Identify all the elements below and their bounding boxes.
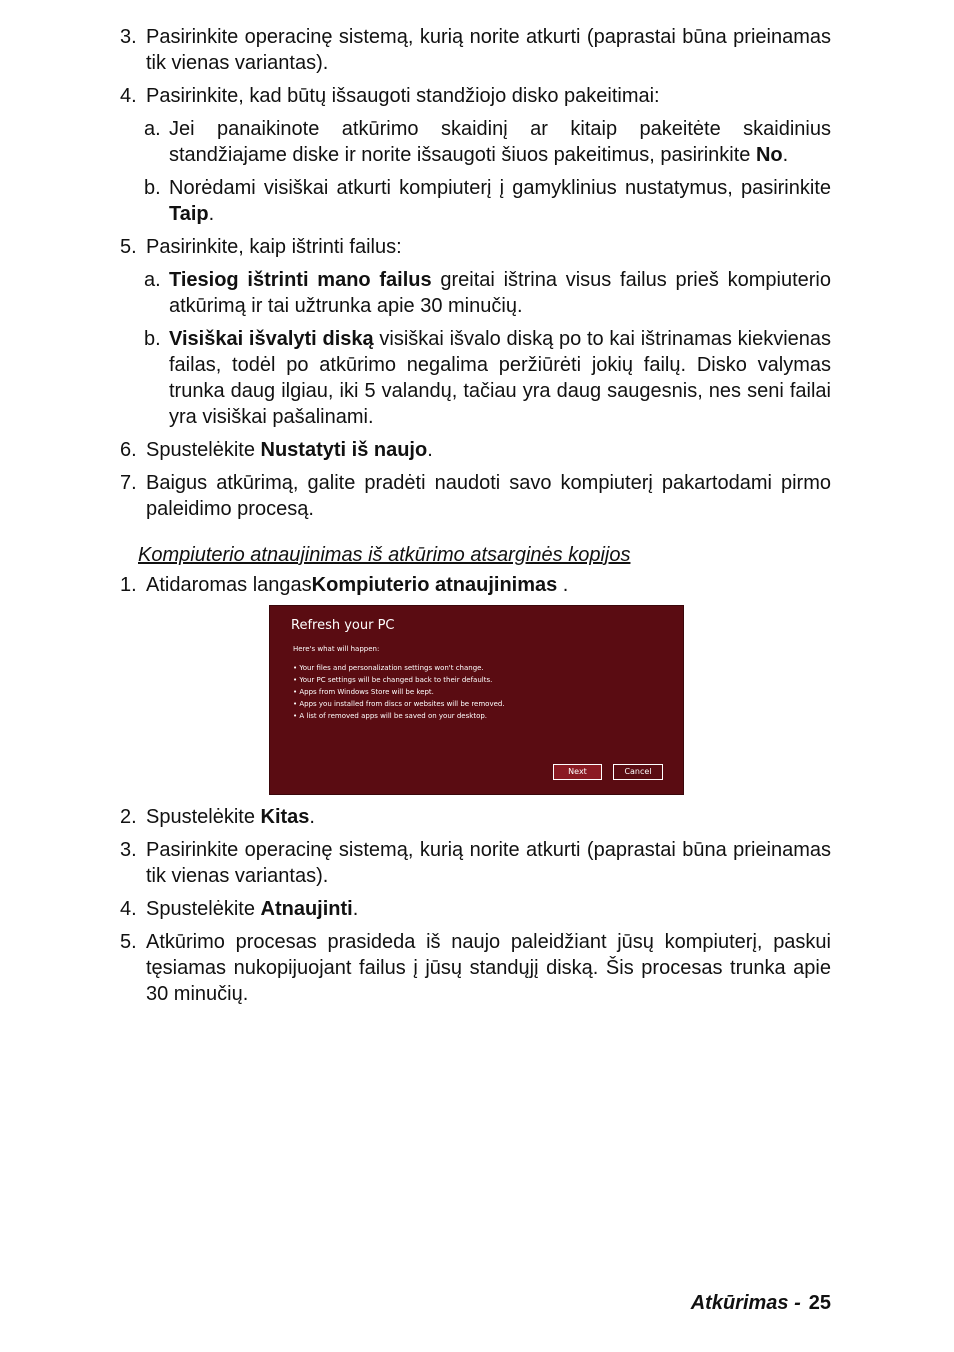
item-text-plain: Atidaromas langas bbox=[146, 574, 312, 596]
item-text-bold: Kompiuterio atnaujinimas bbox=[311, 574, 558, 596]
item-number: 4. bbox=[120, 898, 137, 920]
item-text-tail: . bbox=[557, 574, 569, 596]
item-text-bold: Atnaujinti bbox=[260, 898, 353, 920]
dialog-bullet-list bbox=[293, 662, 505, 722]
item-number: 3. bbox=[120, 26, 137, 48]
item-text-plain: Spustelėkite bbox=[146, 898, 261, 920]
item-number: 5. bbox=[120, 931, 137, 953]
item-text-bold: Tiesiog ištrinti mano failus bbox=[169, 269, 432, 291]
item-text-bold: No bbox=[755, 144, 783, 166]
sub-list-item bbox=[120, 175, 831, 227]
item-text-bold: Nustatyti iš naujo bbox=[260, 439, 428, 461]
item-text-tail: . bbox=[309, 806, 315, 828]
item-text-plain: Spustelėkite bbox=[146, 806, 261, 828]
refresh-pc-dialog bbox=[269, 605, 684, 795]
item-letter: b. bbox=[144, 177, 161, 199]
item-text-tail: . bbox=[352, 898, 359, 920]
item-text: Pasirinkite, kad būtų išsaugoti standžiojo disko pakeitimai: bbox=[146, 85, 660, 107]
dialog-bullet: • Apps from Windows Store will be kept. bbox=[293, 688, 434, 696]
item-text: Pasirinkite, kaip ištrinti failus: bbox=[146, 236, 402, 258]
dialog-bullet: • Your files and personalization settings won't change. bbox=[293, 664, 484, 672]
footer-section-label: Atkūrimas - bbox=[690, 1292, 801, 1314]
page-content bbox=[120, 24, 831, 1014]
list-item bbox=[120, 837, 831, 889]
item-text-plain: Norėdami visiškai atkurti kompiuterį į gamyklinius nustatymus, pasirinkite bbox=[169, 177, 831, 199]
list-item bbox=[120, 896, 831, 922]
list-item bbox=[120, 24, 831, 76]
sub-list-item bbox=[120, 267, 831, 319]
item-letter: b. bbox=[144, 328, 161, 350]
item-number: 1. bbox=[120, 574, 137, 596]
dialog-subtitle: Here's what will happen: bbox=[293, 645, 380, 653]
item-text-bold: Kitas bbox=[260, 806, 310, 828]
list-item bbox=[120, 929, 831, 1007]
item-text bbox=[169, 267, 831, 319]
item-text-plain: visiškai išvalo diską po to kai ištrinamas kiekvienas failas, todėl po atkūrimo negalima peržiūrėti jokių failų. Disko valymas trunka daug ilgiau, iki 5 valandų, tačiau yra daug saugesnis, nes seni failai yra visiškai pašalinami. bbox=[169, 328, 832, 428]
item-number: 3. bbox=[120, 839, 137, 861]
list-item bbox=[120, 437, 831, 463]
item-text: Atkūrimo procesas prasideda iš naujo paleidžiant jūsų kompiuterį, paskui tęsiamas nukopijuojant failus į jūsų standųjį diską. Šis procesas trunka apie 30 minučių. bbox=[146, 931, 831, 1005]
item-text: Baigus atkūrimą, galite pradėti naudoti savo kompiuterį pakartodami pirmo paleidimo procesą. bbox=[146, 472, 831, 520]
sub-list-item bbox=[120, 116, 831, 168]
item-number: 4. bbox=[120, 85, 137, 107]
item-text-bold: Visiškai išvalyti diską bbox=[169, 328, 374, 350]
item-text-tail: . bbox=[208, 203, 215, 225]
item-text-tail: . bbox=[427, 439, 433, 461]
refresh-pc-screenshot bbox=[269, 605, 684, 795]
item-text bbox=[169, 326, 831, 430]
item-text bbox=[169, 116, 831, 168]
dialog-bullet: • Apps you installed from discs or websites will be removed. bbox=[293, 700, 505, 708]
item-text bbox=[169, 175, 831, 227]
item-text-tail: . bbox=[782, 144, 789, 166]
item-text: Pasirinkite operacinę sistemą, kurią norite atkurti (paprastai būna prieinamas tik vienas variantas). bbox=[146, 839, 831, 887]
cancel-button[interactable]: Cancel bbox=[613, 764, 663, 780]
section-heading: Kompiuterio atnaujinimas iš atkūrimo atsarginės kopijos bbox=[138, 544, 631, 566]
item-text-plain: greitai ištrina visus failus prieš kompiuterio atkūrimą ir tai užtrunka apie 30 minučių. bbox=[169, 269, 831, 317]
item-text-plain: Spustelėkite bbox=[146, 439, 261, 461]
item-number: 6. bbox=[120, 439, 137, 461]
item-text bbox=[146, 572, 831, 598]
item-text: Pasirinkite operacinę sistemą, kurią norite atkurti (paprastai būna prieinamas tik vienas variantas). bbox=[146, 26, 831, 74]
page-footer bbox=[691, 1290, 831, 1316]
item-text-plain: Jei panaikinote atkūrimo skaidinį ar kitaip pakeitėte skaidinius standžiajame diske ir norite išsaugoti šiuos pakeitimus, pasirinkite bbox=[169, 118, 831, 166]
list-item bbox=[120, 572, 831, 598]
dialog-bullet: • Your PC settings will be changed back to their defaults. bbox=[293, 676, 493, 684]
list-item bbox=[120, 234, 831, 260]
item-number: 7. bbox=[120, 472, 137, 494]
list-item bbox=[120, 83, 831, 109]
list-item bbox=[120, 804, 831, 830]
item-number: 2. bbox=[120, 806, 137, 828]
item-text bbox=[146, 804, 831, 830]
next-button[interactable]: Next bbox=[553, 764, 602, 780]
item-number: 5. bbox=[120, 236, 137, 258]
item-letter: a. bbox=[144, 118, 161, 140]
item-text bbox=[146, 437, 831, 463]
page-number: 25 bbox=[808, 1292, 831, 1314]
dialog-title: Refresh your PC bbox=[291, 618, 395, 633]
list-item bbox=[120, 470, 831, 522]
dialog-bullet: • A list of removed apps will be saved on your desktop. bbox=[293, 712, 488, 720]
item-letter: a. bbox=[144, 269, 161, 291]
item-text-bold: Taip bbox=[169, 203, 209, 225]
sub-list-item bbox=[120, 326, 831, 430]
item-text bbox=[146, 896, 831, 922]
